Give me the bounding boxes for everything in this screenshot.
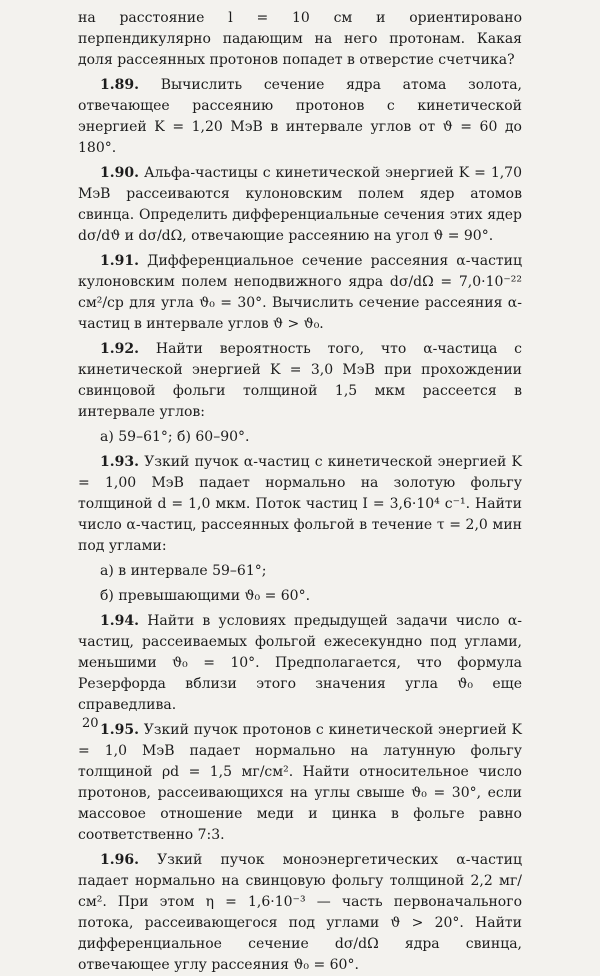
page-number: 20 xyxy=(82,716,99,731)
problem-1-95 xyxy=(78,720,522,846)
problem-text: Вычислить сечение ядра атома золота, отвечающее рассеянию протонов с кинетической энергией K = 1,20 МэВ в интервале углов от ϑ = 60 до 180°. xyxy=(78,77,522,156)
problem-text: Найти вероятность того, что α-частица с кинетической энергией K = 3,0 МэВ при прохождении свинцовой фольги толщиной 1,5 мкм рассеется в интервале углов: xyxy=(78,341,522,420)
problem-text: Узкий пучок α-частиц с кинетической энергией K = 1,00 МэВ падает нормально на золотую фольгу толщиной d = 1,0 мкм. Поток частиц I = 3,6·10⁴ с⁻¹. Найти число α-частиц, рассеянных фольгой в течение τ = 2,0 мин под углами: xyxy=(78,454,522,554)
problem-number: 1.89. xyxy=(100,77,139,93)
problem-option: б) превышающими ϑ₀ = 60°. xyxy=(100,588,311,604)
problem-text: Альфа-частицы с кинетической энергией K = 1,70 МэВ рассеиваются кулоновским полем ядер атомов свинца. Определить дифференциальные сечения этих ядер dσ/dϑ и dσ/dΩ, отвечающие рассеянию на угол ϑ = 90°. xyxy=(78,165,522,244)
problem-number: 1.93. xyxy=(100,454,139,470)
paragraph-text: на расстояние l = 10 см и ориентировано перпендикулярно падающим на него протонам. Какая доля рассеянных протонов попадет в отверстие счетчика? xyxy=(78,10,522,68)
problem-1-91 xyxy=(78,251,522,335)
problem-1-92-options xyxy=(78,427,522,448)
problem-option: а) в интервале 59–61°; xyxy=(100,563,267,579)
problem-options: а) 59–61°; б) 60–90°. xyxy=(100,429,250,445)
problem-1-92 xyxy=(78,339,522,423)
problem-1-89 xyxy=(78,75,522,159)
problem-text: Узкий пучок протонов с кинетической энергией K = 1,0 МэВ падает нормально на латунную фольгу толщиной ρd = 1,5 мг/см². Найти относительное число протонов, рассеивающихся на углы свыше ϑ₀ = 30°, если массовое отношение меди и цинка в фольге равно соответственно 7:3. xyxy=(78,722,522,843)
problem-1-90 xyxy=(78,163,522,247)
problem-text: Дифференциальное сечение рассеяния α-частиц кулоновским полем неподвижного ядра dσ/dΩ = 7,0·10⁻²² см²/ср для угла ϑ₀ = 30°. Вычислить сечение рассеяния α-частиц в интервале углов ϑ > ϑ₀. xyxy=(78,253,522,332)
problem-1-93 xyxy=(78,452,522,557)
problem-number: 1.94. xyxy=(100,613,139,629)
problem-1-94 xyxy=(78,611,522,716)
paragraph-continuation xyxy=(78,8,522,71)
problem-1-93-option-b xyxy=(78,586,522,607)
problem-text: Узкий пучок моноэнергетических α-частиц падает нормально на свинцовую фольгу толщиной 2,2 мг/см². При этом η = 1,6·10⁻³ — часть первоначального потока, рассеивающегося под углами ϑ > 20°. Найти дифференциальное сечение dσ/dΩ ядра свинца, отвечающее углу рассеяния ϑ₀ = 60°. xyxy=(78,852,523,973)
problem-1-96 xyxy=(78,850,522,976)
problem-number: 1.96. xyxy=(100,852,139,868)
problem-1-93-option-a xyxy=(78,561,522,582)
problem-number: 1.90. xyxy=(100,165,139,181)
problem-number: 1.92. xyxy=(100,341,139,357)
problem-number: 1.95. xyxy=(100,722,139,738)
problem-number: 1.91. xyxy=(100,253,139,269)
problem-text: Найти в условиях предыдущей задачи число α-частиц, рассеиваемых фольгой ежесекундно под углами, меньшими ϑ₀ = 10°. Предполагается, что формула Резерфорда вблизи этого значения угла ϑ₀ еще справедлива. xyxy=(78,613,522,713)
